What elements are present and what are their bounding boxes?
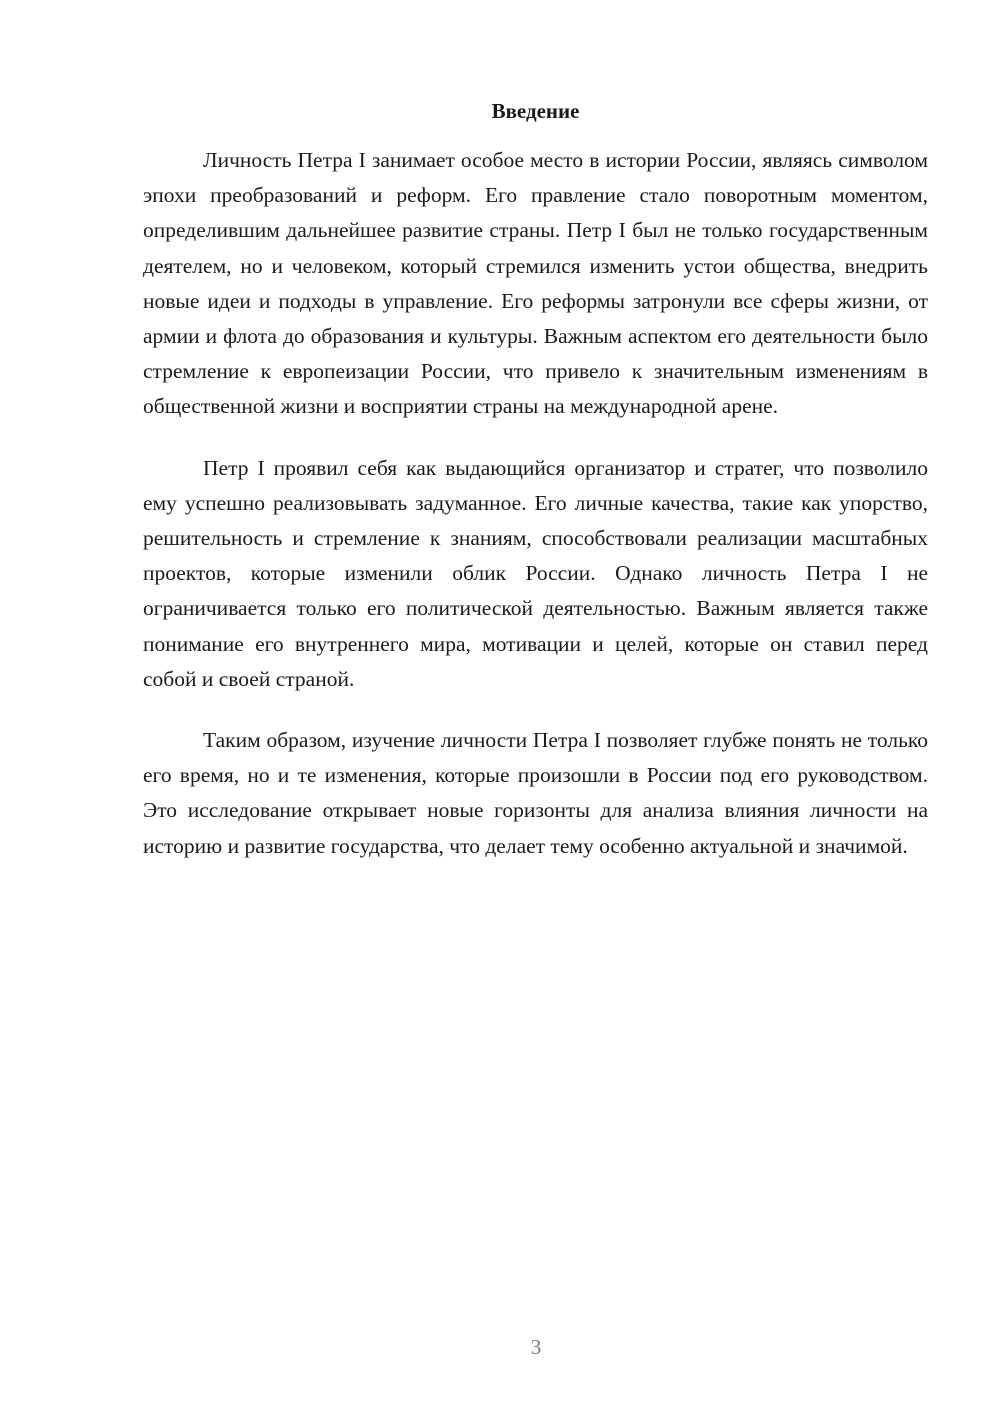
paragraph-1: Личность Петра I занимает особое место в истории России, являясь символом эпохи преобразований и реформ. Его правление стало поворотным моментом, определившим дальнейшее развитие страны. Петр I был не только государственным деятелем, но и человеком, который стремился изменить устои общества, внедрить новые идеи и подходы в управление. Его реформы затронули все сферы жизни, от армии и флота до образования и культуры. Важным аспектом его деятельности было стремление к европеизации России, что привело к значительным изменениям в общественной жизни и восприятии страны на международной арене. (143, 148, 928, 419)
page-number: 3 (530, 1335, 542, 1359)
section-heading: Введение (491, 99, 580, 123)
paragraph-2: Петр I проявил себя как выдающийся организатор и стратег, что позволило ему успешно реализовывать задуманное. Его личные качества, такие как упорство, решительность и стремление к знаниям, способствовали реализации масштабных проектов, которые изменили облик России. Однако личность Петра I не ограничивается только его политической деятельностью. Важным является также понимание его внутреннего мира, мотивации и целей, которые он ставил перед собой и своей страной. (143, 455, 928, 691)
body-text (143, 143, 928, 890)
paragraph-3: Таким образом, изучение личности Петра I позволяет глубже понять не только его время, но и те изменения, которые произошли в России под его руководством. Это исследование открывает новые горизонты для анализа влияния личности на историю и развитие государства, что делает тему особенно актуальной и значимой. (143, 728, 928, 858)
